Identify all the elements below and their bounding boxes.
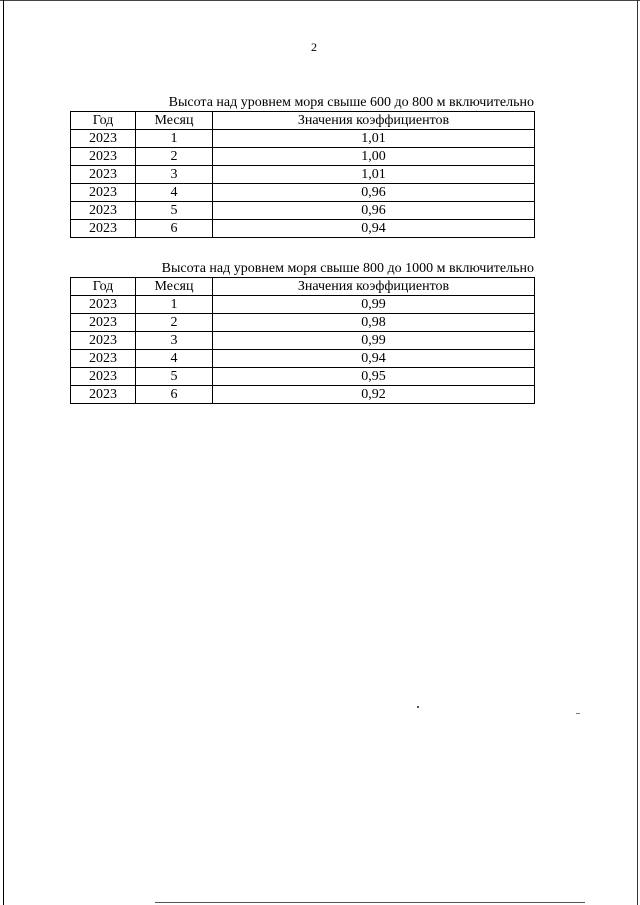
cell-month: 3	[136, 166, 213, 184]
scan-speck	[576, 713, 580, 714]
cell-value: 0,98	[213, 314, 535, 332]
coefficient-section-600-800	[70, 95, 534, 238]
cell-value: 0,96	[213, 202, 535, 220]
header-value: Значения коэффициентов	[213, 278, 535, 296]
cell-month: 6	[136, 386, 213, 404]
table-row	[71, 350, 535, 368]
cell-value: 0,99	[213, 296, 535, 314]
header-year: Год	[71, 112, 136, 130]
cell-year: 2023	[71, 350, 136, 368]
scan-edge-left	[3, 0, 4, 905]
header-month: Месяц	[136, 278, 213, 296]
cell-value: 1,01	[213, 130, 535, 148]
table-row	[71, 368, 535, 386]
header-value: Значения коэффициентов	[213, 112, 535, 130]
cell-year: 2023	[71, 296, 136, 314]
page-number: 2	[311, 40, 317, 54]
cell-year: 2023	[71, 184, 136, 202]
cell-value: 0,94	[213, 350, 535, 368]
cell-year: 2023	[71, 202, 136, 220]
table-row	[71, 386, 535, 404]
cell-year: 2023	[71, 332, 136, 350]
scan-speck	[417, 706, 419, 708]
cell-month: 5	[136, 368, 213, 386]
header-month: Месяц	[136, 112, 213, 130]
cell-value: 0,95	[213, 368, 535, 386]
coefficient-section-800-1000	[70, 261, 534, 404]
scan-edge-top	[0, 0, 640, 1]
cell-year: 2023	[71, 220, 136, 238]
table-row	[71, 184, 535, 202]
table-header-row	[71, 278, 535, 296]
cell-value: 0,99	[213, 332, 535, 350]
cell-month: 3	[136, 332, 213, 350]
table-row	[71, 314, 535, 332]
header-year: Год	[71, 278, 136, 296]
cell-value: 0,96	[213, 184, 535, 202]
scan-edge-bottom	[155, 902, 585, 903]
coefficient-table	[70, 277, 535, 404]
table-row	[71, 148, 535, 166]
cell-month: 6	[136, 220, 213, 238]
table-row	[71, 130, 535, 148]
table-row	[71, 332, 535, 350]
table-row	[71, 166, 535, 184]
table-row	[71, 202, 535, 220]
cell-year: 2023	[71, 386, 136, 404]
cell-year: 2023	[71, 368, 136, 386]
cell-month: 1	[136, 296, 213, 314]
cell-month: 2	[136, 148, 213, 166]
cell-month: 1	[136, 130, 213, 148]
table-caption: Высота над уровнем моря свыше 800 до 1000 м включительно	[161, 261, 534, 276]
cell-month: 4	[136, 350, 213, 368]
cell-month: 4	[136, 184, 213, 202]
table-caption: Высота над уровнем моря свыше 600 до 800 м включительно	[168, 95, 534, 110]
scan-edge-right	[637, 0, 638, 905]
cell-value: 1,01	[213, 166, 535, 184]
table-header-row	[71, 112, 535, 130]
cell-year: 2023	[71, 314, 136, 332]
coefficient-table	[70, 111, 535, 238]
cell-year: 2023	[71, 166, 136, 184]
cell-year: 2023	[71, 148, 136, 166]
table-row	[71, 220, 535, 238]
cell-value: 0,92	[213, 386, 535, 404]
cell-value: 0,94	[213, 220, 535, 238]
cell-value: 1,00	[213, 148, 535, 166]
cell-month: 5	[136, 202, 213, 220]
cell-year: 2023	[71, 130, 136, 148]
table-row	[71, 296, 535, 314]
cell-month: 2	[136, 314, 213, 332]
